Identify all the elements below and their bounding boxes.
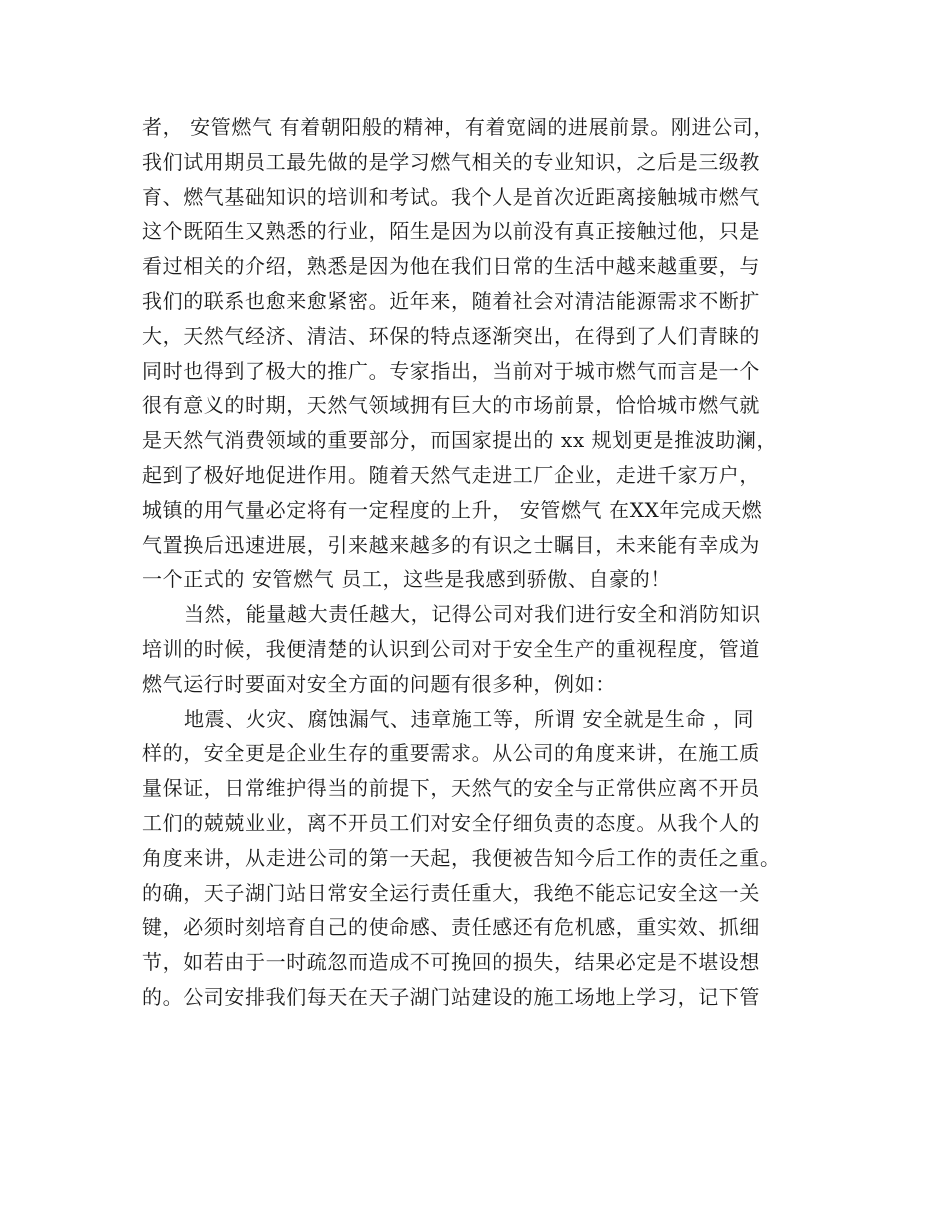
- text-line: 很有意义的时期，天然气领域拥有巨大的市场前景，恰恰城市燃气就: [142, 393, 760, 418]
- text-line: 大，天然气经济、清洁、环保的特点逐渐突出，在得到了人们青睐的: [142, 323, 760, 348]
- text-line: 的。公司安排我们每天在天子湖门站建设的施工场地上学习，记下管: [142, 984, 760, 1009]
- text-line: 地震、火灾、腐蚀漏气、违章施工等，所谓 安全就是生命 ，同: [184, 706, 755, 731]
- text-line: 培训的时候，我便清楚的认识到公司对于安全生产的重视程度，管道: [142, 636, 760, 661]
- text-line: 是天然气消费领域的重要部分，而国家提出的 xx 规划更是推波助澜，: [142, 428, 778, 453]
- text-line: 的确，天子湖门站日常安全运行责任重大，我绝不能忘记安全这一关: [142, 880, 760, 905]
- text-line: 者， 安管燃气 有着朝阳般的精神，有着宽阔的进展前景。刚进公司，: [142, 115, 774, 139]
- text-line: 育、燃气基础知识的培训和考试。我个人是首次近距离接触城市燃气: [142, 184, 760, 209]
- text-line: 当然，能量越大责任越大，记得公司对我们进行安全和消防知识: [184, 602, 761, 627]
- text-line: 样的，安全更是企业生存的重要需求。从公司的角度来讲，在施工质: [142, 741, 760, 766]
- text-line: 这个既陌生又熟悉的行业，陌生是因为以前没有真正接触过他，只是: [142, 219, 760, 244]
- text-line: 气置换后迅速进展，引来越来越多的有识之士瞩目，未来能有幸成为: [142, 532, 760, 557]
- text-line: 一个正式的 安管燃气 员工，这些是我感到骄傲、自豪的！: [142, 567, 671, 592]
- text-line: 城镇的用气量必定将有一定程度的上升， 安管燃气 在XX年完成天燃: [142, 497, 763, 522]
- text-line: 起到了极好地促进作用。随着天然气走进工厂企业，走进千家万户，: [142, 462, 760, 487]
- text-line: 同时也得到了极大的推广。专家指出，当前对于城市燃气而言是一个: [142, 358, 760, 383]
- text-line: 节，如若由于一时疏忽而造成不可挽回的损失，结果必定是不堪设想: [142, 950, 760, 975]
- text-line: 看过相关的介绍，熟悉是因为他在我们日常的生活中越来越重要，与: [142, 254, 760, 279]
- text-line: 我们试用期员工最先做的是学习燃气相关的专业知识，之后是三级教: [142, 149, 760, 174]
- text-line: 工们的兢兢业业，离不开员工们对安全仔细负责的态度。从我个人的: [142, 810, 760, 835]
- text-line: 角度来讲，从走进公司的第一天起，我便被告知今后工作的责任之重。: [142, 845, 781, 870]
- text-line: 燃气运行时要面对安全方面的问题有很多种，例如：: [142, 671, 616, 696]
- text-line: 量保证，日常维护得当的前提下，天然气的安全与正常供应离不开员: [142, 776, 760, 801]
- document-body: [142, 110, 822, 1015]
- text-line: 我们的联系也愈来愈紧密。近年来，随着社会对清洁能源需求不断扩: [142, 288, 760, 313]
- text-line: 键，必须时刻培育自己的使命感、责任感还有危机感，重实效、抓细: [142, 915, 760, 940]
